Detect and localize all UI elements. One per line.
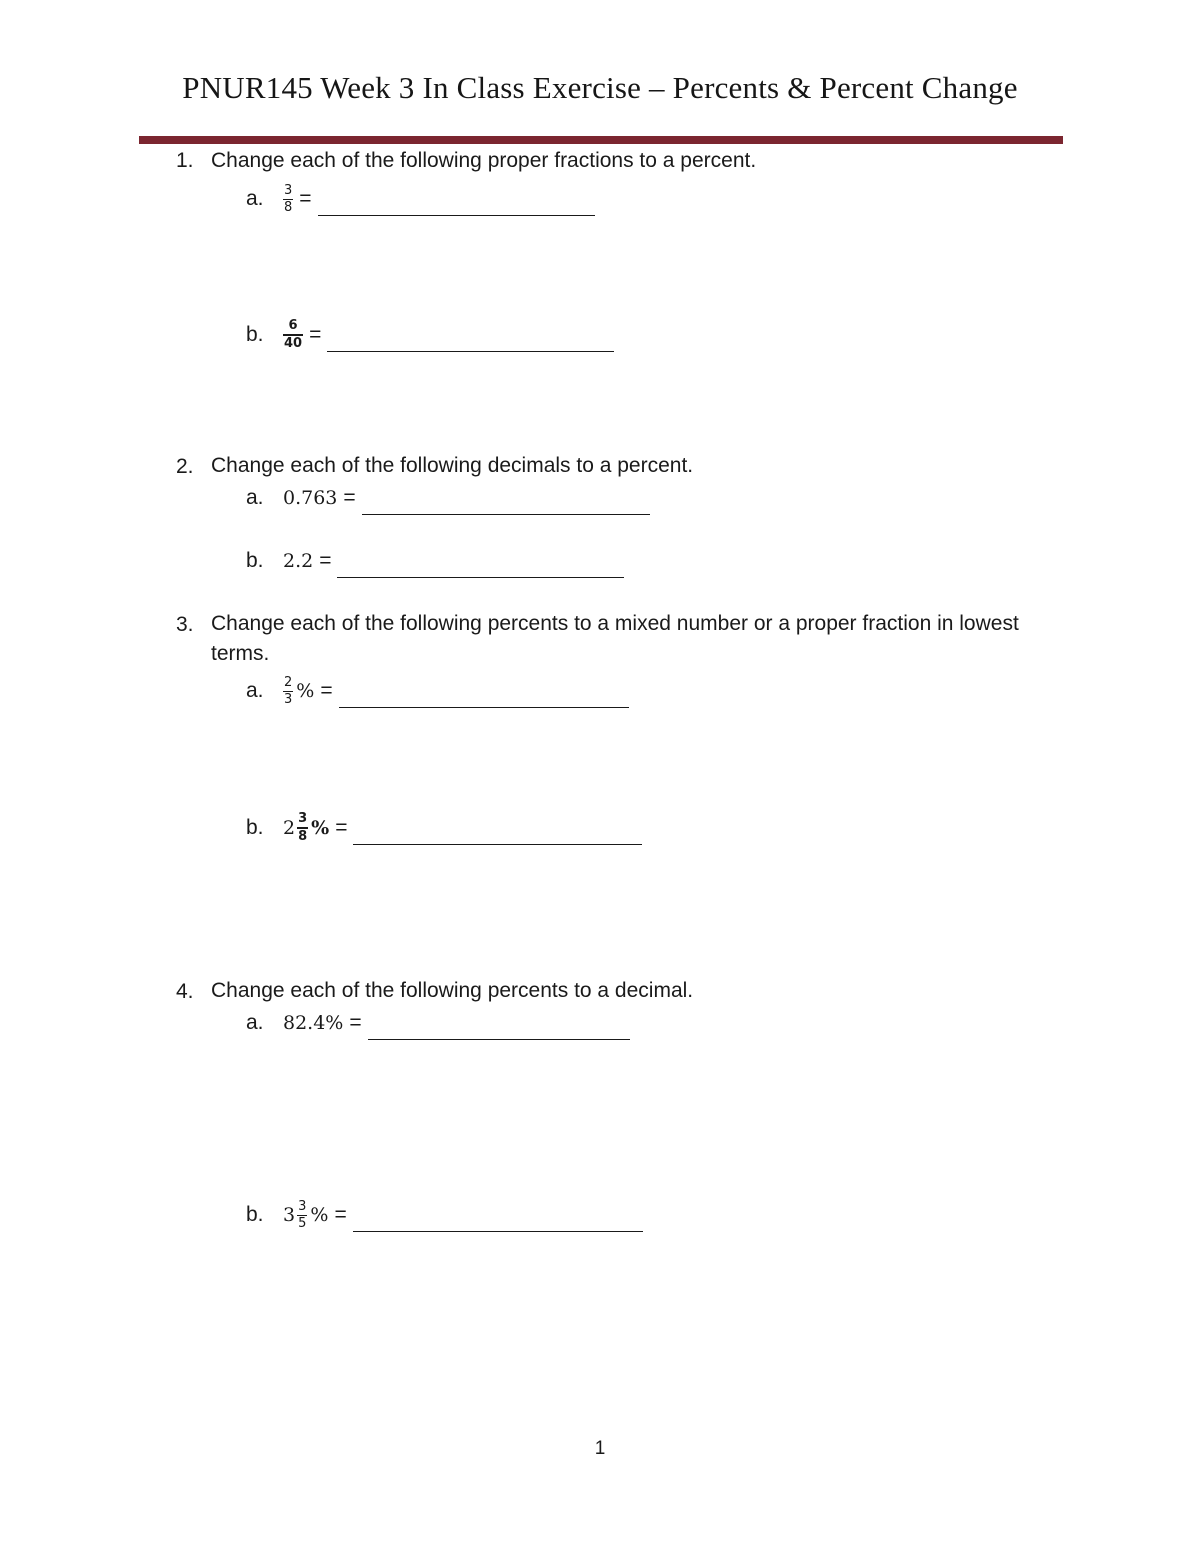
question-item: [246, 1001, 630, 1045]
fraction-numerator: 3: [298, 1198, 307, 1214]
fraction-denominator: 3: [284, 691, 293, 707]
question-item: [246, 313, 614, 357]
percent-sign: %: [311, 817, 330, 839]
fraction-denominator: 40: [284, 336, 303, 351]
item-letter: a.: [246, 679, 264, 702]
answer-blank[interactable]: [339, 685, 629, 708]
equals-sign: =: [319, 549, 332, 572]
question-item: [246, 806, 642, 850]
question-item: [246, 476, 650, 520]
question-number: 2.: [176, 455, 194, 478]
question-text: Change each of the following percents to a mixed number or a proper fraction in lowest terms.: [211, 612, 1019, 665]
question-text: Change each of the following proper fractions to a percent.: [211, 149, 757, 172]
question-text: Change each of the following decimals to a percent.: [211, 454, 694, 477]
page-title: PNUR145 Week 3 In Class Exercise – Percents & Percent Change: [182, 70, 1018, 105]
mixed-whole: 3: [283, 1204, 296, 1226]
equals-sign: =: [335, 816, 348, 839]
item-letter: b.: [246, 323, 264, 346]
item-letter: a.: [246, 486, 264, 509]
title-divider: [139, 136, 1063, 144]
answer-blank[interactable]: [353, 822, 642, 845]
math-expression: 82.4%: [283, 1012, 344, 1034]
answer-blank[interactable]: [368, 1017, 630, 1040]
fraction: [283, 676, 293, 707]
answer-blank[interactable]: [353, 1209, 643, 1232]
question-number: 1.: [176, 149, 194, 172]
equals-sign: =: [349, 1011, 362, 1034]
answer-blank[interactable]: [327, 329, 614, 352]
mixed-whole: 2: [283, 817, 296, 839]
question-number: 4.: [176, 980, 194, 1003]
percent-sign: %: [296, 680, 315, 702]
equals-sign: =: [320, 679, 333, 702]
fraction-denominator: 5: [298, 1215, 307, 1231]
question-item: [246, 669, 629, 713]
fraction: [283, 184, 293, 215]
equals-sign: =: [343, 486, 356, 509]
question-text: Change each of the following percents to a decimal.: [211, 979, 694, 1002]
answer-blank[interactable]: [337, 555, 624, 578]
item-letter: b.: [246, 816, 264, 839]
question-item: [246, 1193, 643, 1237]
fraction-numerator: 6: [288, 318, 298, 333]
fraction: [297, 1200, 307, 1231]
fraction-numerator: 3: [284, 182, 293, 198]
question-number: 3.: [176, 613, 194, 636]
math-expression: 2.2: [283, 550, 314, 572]
equals-sign: =: [334, 1203, 347, 1226]
fraction-denominator: 8: [284, 199, 293, 215]
equals-sign: =: [299, 187, 312, 210]
math-expression: 0.763: [283, 487, 338, 509]
fraction: [297, 812, 308, 844]
item-letter: b.: [246, 1203, 264, 1226]
answer-blank[interactable]: [318, 193, 595, 216]
page-number: 1: [594, 1438, 606, 1459]
question-item: [246, 539, 624, 583]
fraction: [283, 319, 303, 351]
fraction-numerator: 3: [298, 811, 308, 826]
answer-blank[interactable]: [362, 492, 650, 515]
fraction-denominator: 8: [298, 829, 308, 844]
item-letter: b.: [246, 549, 264, 572]
fraction-numerator: 2: [284, 674, 293, 690]
question-item: [246, 177, 595, 221]
item-letter: a.: [246, 187, 264, 210]
equals-sign: =: [309, 323, 322, 346]
percent-sign: %: [310, 1204, 329, 1226]
item-letter: a.: [246, 1011, 264, 1034]
